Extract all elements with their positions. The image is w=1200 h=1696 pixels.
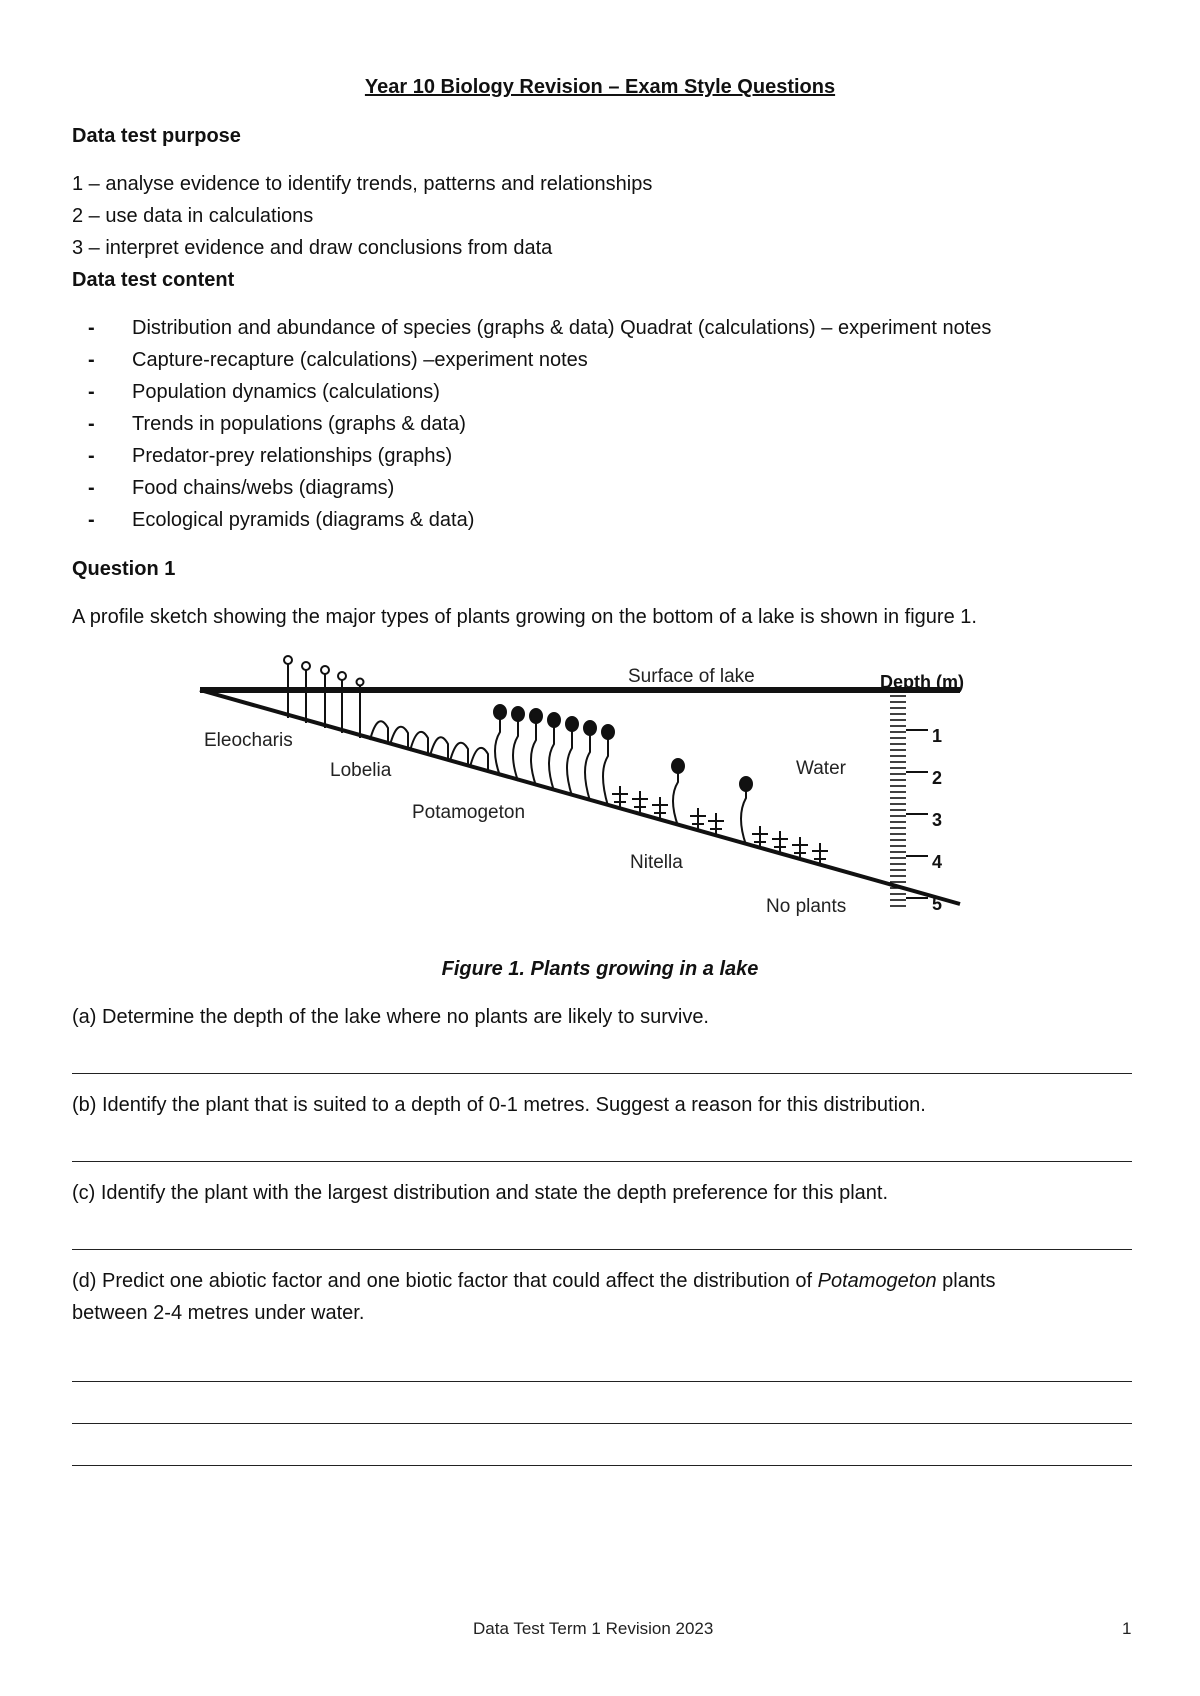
list-item-text: Food chains/webs (diagrams) (132, 477, 395, 499)
bullet-dash: - (88, 509, 95, 531)
bullet-dash: - (88, 317, 95, 339)
question-part-a: (a) Determine the depth of the lake where no plants are likely to survive. (72, 1006, 709, 1028)
list-item (88, 315, 991, 341)
figure-caption: Figure 1. Plants growing in a lake (441, 958, 759, 980)
zone-label-eleocharis: Eleocharis (204, 730, 293, 751)
species-name-italic: Potamogeton (817, 1270, 937, 1292)
list-item (88, 347, 588, 373)
question-heading: Question 1 (72, 558, 176, 580)
list-item (88, 443, 452, 469)
answer-line[interactable] (72, 1073, 1132, 1074)
answer-line[interactable] (72, 1161, 1132, 1162)
question-part-b: (b) Identify the plant that is suited to a depth of 0-1 metres. Suggest a reason for this distribution. (72, 1094, 926, 1116)
purpose-item: 3 – interpret evidence and draw conclusions from data (72, 237, 553, 259)
question-part-c: (c) Identify the plant with the largest distribution and state the depth preference for this plant. (72, 1182, 889, 1204)
list-item (88, 379, 440, 405)
potamogeton-plants (494, 705, 752, 845)
zone-label-lobelia: Lobelia (330, 760, 392, 781)
bullet-dash: - (88, 349, 95, 371)
water-label: Water (796, 758, 846, 779)
zone-label-nitella: Nitella (630, 852, 683, 873)
answer-line[interactable] (72, 1423, 1132, 1424)
list-item (88, 411, 466, 437)
page-title: Year 10 Biology Revision – Exam Style Questions (364, 76, 836, 98)
depth-axis-label: Depth (m) (880, 672, 964, 692)
list-item-text: Predator-prey relationships (graphs) (132, 445, 453, 467)
list-item (88, 475, 394, 501)
bullet-dash: - (88, 381, 95, 403)
purpose-heading: Data test purpose (72, 125, 241, 147)
question-part-d-line2: between 2-4 metres under water. (72, 1302, 365, 1324)
depth-tick-label: 3 (932, 810, 943, 830)
answer-line[interactable] (72, 1465, 1132, 1466)
question-part-d (72, 1268, 996, 1294)
depth-tick-label: 5 (932, 894, 943, 914)
bullet-dash: - (88, 445, 95, 467)
answer-line[interactable] (72, 1249, 1132, 1250)
lake-profile-figure (190, 648, 1070, 933)
zone-label-no-plants: No plants (766, 896, 847, 917)
depth-scale (890, 696, 928, 906)
answer-line[interactable] (72, 1381, 1132, 1382)
content-heading: Data test content (72, 269, 235, 291)
list-item-text: Trends in populations (graphs & data) (132, 413, 466, 435)
purpose-item: 1 – analyse evidence to identify trends, patterns and relationships (72, 173, 653, 195)
page-number: 1 (1122, 1619, 1132, 1638)
list-item-text: Distribution and abundance of species (graphs & data) Quadrat (calculations) – experiment notes (132, 317, 992, 339)
list-item (88, 507, 474, 533)
list-item-text: Ecological pyramids (diagrams & data) (132, 509, 475, 531)
depth-tick-label: 1 (932, 726, 943, 746)
surface-label: Surface of lake (628, 666, 755, 687)
list-item-text: Population dynamics (calculations) (132, 381, 440, 403)
depth-tick-label: 4 (932, 852, 943, 872)
bullet-dash: - (88, 477, 95, 499)
question-part-d-text: (d) Predict one abiotic factor and one biotic factor that could affect the distribution of (72, 1270, 818, 1292)
zone-label-potamogeton: Potamogeton (412, 802, 526, 823)
question-part-d-text-end: plants (936, 1270, 996, 1292)
footer-text: Data Test Term 1 Revision 2023 (473, 1619, 714, 1638)
question-intro: A profile sketch showing the major types of plants growing on the bottom of a lake is shown in figure 1. (72, 606, 977, 628)
depth-tick-label: 2 (932, 768, 943, 788)
purpose-item: 2 – use data in calculations (72, 205, 314, 227)
bullet-dash: - (88, 413, 95, 435)
lake-bottom-line (200, 690, 960, 904)
list-item-text: Capture-recapture (calculations) –experiment notes (132, 349, 588, 371)
